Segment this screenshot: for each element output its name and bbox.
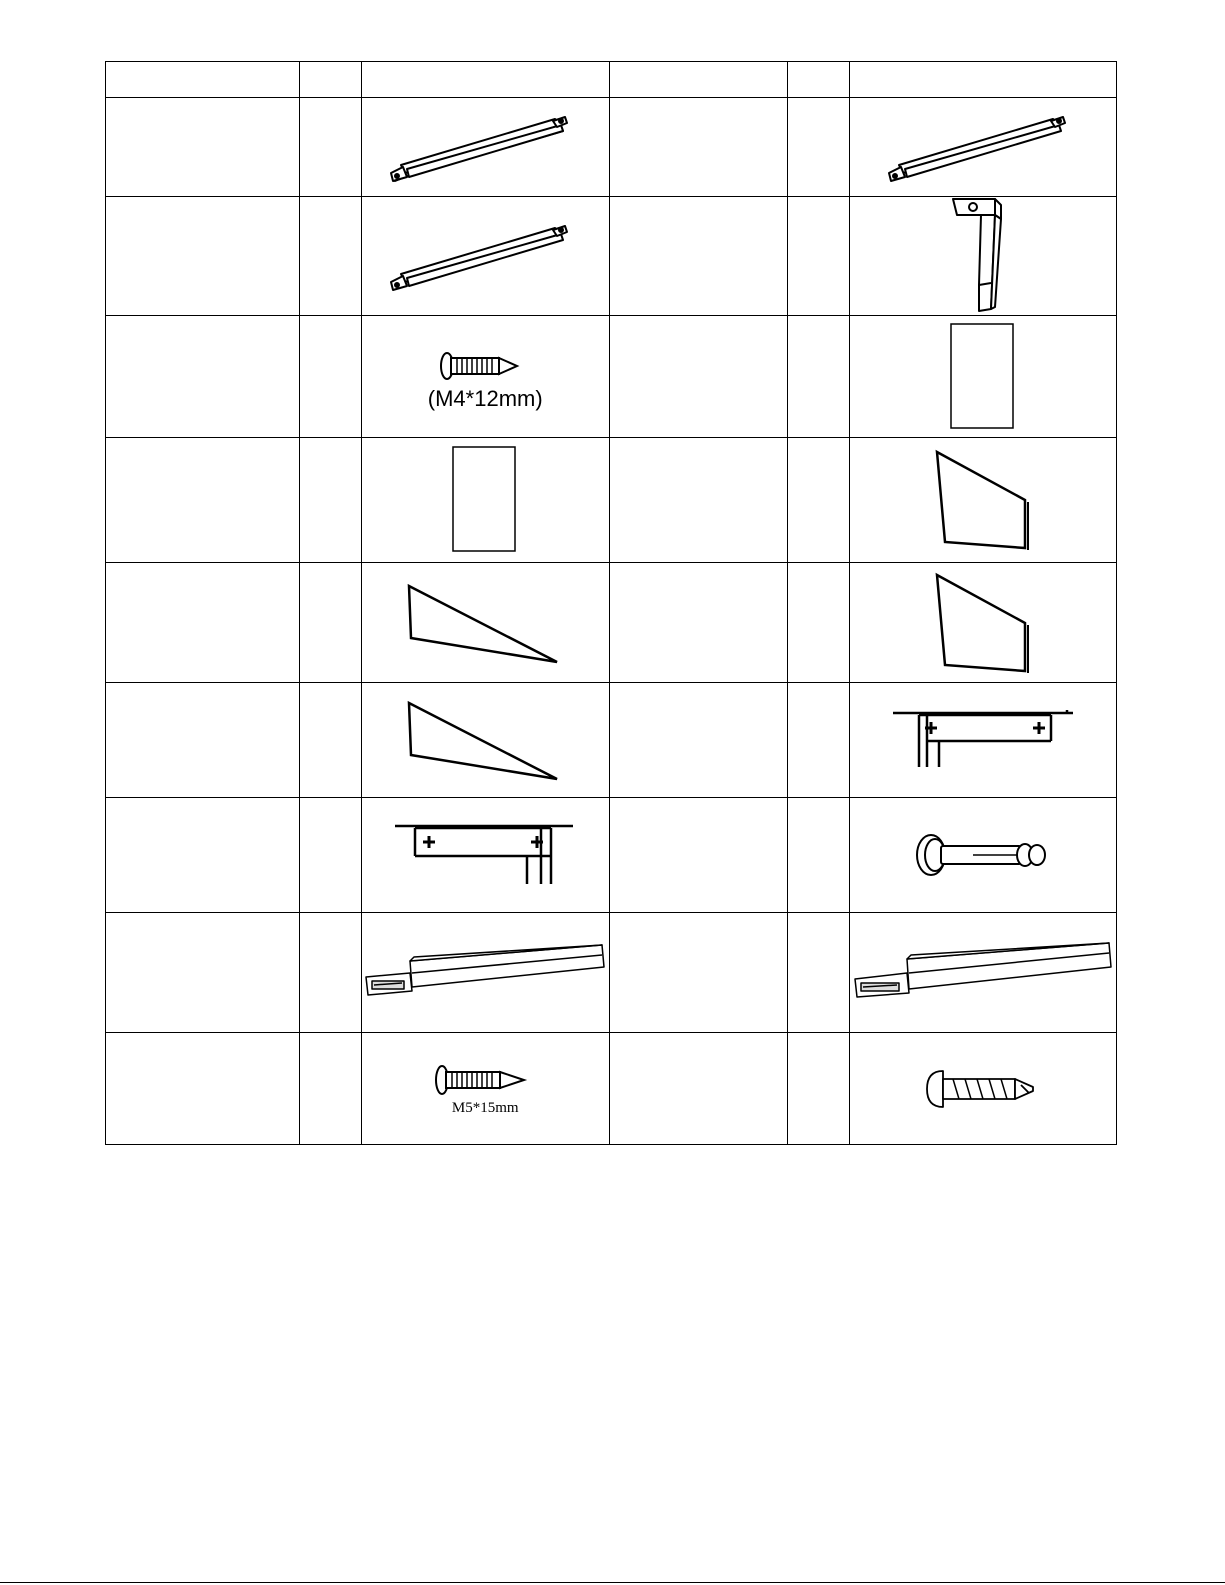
rail-profile-icon (364, 943, 606, 1003)
qty-cell (299, 316, 361, 438)
cross-frame-icon (891, 709, 1075, 771)
screw-m4-caption: (M4*12mm) (427, 385, 543, 411)
illustration-cell (361, 438, 609, 563)
table-header-row (106, 62, 1117, 98)
qty-cell (787, 913, 850, 1033)
parts-table (105, 61, 1117, 1145)
qty-cell (787, 798, 850, 913)
part-name-cell (609, 798, 787, 913)
header-cell (361, 62, 609, 98)
part-name-cell (609, 438, 787, 563)
rectangular-panel-icon (452, 446, 518, 554)
part-name-cell (106, 197, 300, 316)
qty-cell (299, 98, 361, 197)
qty-cell (787, 438, 850, 563)
part-name-cell (106, 563, 300, 683)
qty-cell (787, 1033, 850, 1145)
illustration-cell (361, 316, 609, 438)
part-name-cell (609, 563, 787, 683)
illustration-cell (361, 98, 609, 197)
part-name-cell (609, 1033, 787, 1145)
qty-cell (787, 683, 850, 798)
bolt-icon (913, 830, 1053, 880)
illustration-cell (850, 98, 1117, 197)
screw-m5-icon (430, 1060, 540, 1100)
l-bracket-icon (943, 197, 1023, 315)
illustration-cell (850, 197, 1117, 316)
qty-cell (299, 197, 361, 316)
table-row (106, 197, 1117, 316)
triangular-panel-icon (405, 582, 565, 664)
qty-cell (299, 683, 361, 798)
self-drilling-screw-icon (923, 1065, 1043, 1113)
header-cell (850, 62, 1117, 98)
qty-cell (299, 438, 361, 563)
illustration-cell (850, 683, 1117, 798)
qty-cell (299, 798, 361, 913)
table-row (106, 683, 1117, 798)
table-row (106, 1033, 1117, 1145)
part-name-cell (106, 438, 300, 563)
illustration-cell (361, 197, 609, 316)
part-name-cell (106, 798, 300, 913)
screw-m5-caption: M5*15mm (451, 1100, 519, 1116)
qty-cell (787, 98, 850, 197)
table-row (106, 563, 1117, 683)
illustration-cell (361, 1033, 609, 1145)
part-name-cell (609, 98, 787, 197)
table-row (106, 913, 1117, 1033)
long-bar-bracket-icon (385, 107, 585, 187)
table-row (106, 98, 1117, 197)
illustration-cell (850, 438, 1117, 563)
illustration-cell (850, 913, 1117, 1033)
qty-cell (299, 913, 361, 1033)
rectangular-panel-icon (950, 323, 1016, 431)
part-name-cell (609, 683, 787, 798)
part-name-cell (609, 913, 787, 1033)
rail-profile-icon (853, 941, 1113, 1005)
long-bar-bracket-icon (385, 216, 585, 296)
part-name-cell (106, 316, 300, 438)
cross-frame-icon (393, 822, 577, 888)
header-cell (787, 62, 850, 98)
part-name-cell (609, 316, 787, 438)
part-name-cell (609, 197, 787, 316)
qty-cell (299, 1033, 361, 1145)
table-row (106, 438, 1117, 563)
illustration-cell (361, 563, 609, 683)
part-name-cell (106, 1033, 300, 1145)
header-cell (609, 62, 787, 98)
long-bar-bracket-icon (883, 107, 1083, 187)
page-bottom-rule (0, 1582, 1225, 1583)
qty-cell (787, 316, 850, 438)
angled-panel-icon (933, 448, 1033, 552)
illustration-cell (361, 913, 609, 1033)
part-name-cell (106, 913, 300, 1033)
illustration-cell (850, 563, 1117, 683)
illustration-cell (850, 1033, 1117, 1145)
part-name-cell (106, 683, 300, 798)
screw-m4-icon (435, 346, 535, 386)
qty-cell (787, 563, 850, 683)
table-row (106, 316, 1117, 438)
qty-cell (787, 197, 850, 316)
angled-panel-icon (933, 571, 1033, 675)
illustration-cell (361, 683, 609, 798)
header-cell (299, 62, 361, 98)
triangular-panel-icon (405, 699, 565, 781)
table-row (106, 798, 1117, 913)
qty-cell (299, 563, 361, 683)
header-cell (106, 62, 300, 98)
illustration-cell (850, 798, 1117, 913)
illustration-cell (361, 798, 609, 913)
illustration-cell (850, 316, 1117, 438)
part-name-cell (106, 98, 300, 197)
